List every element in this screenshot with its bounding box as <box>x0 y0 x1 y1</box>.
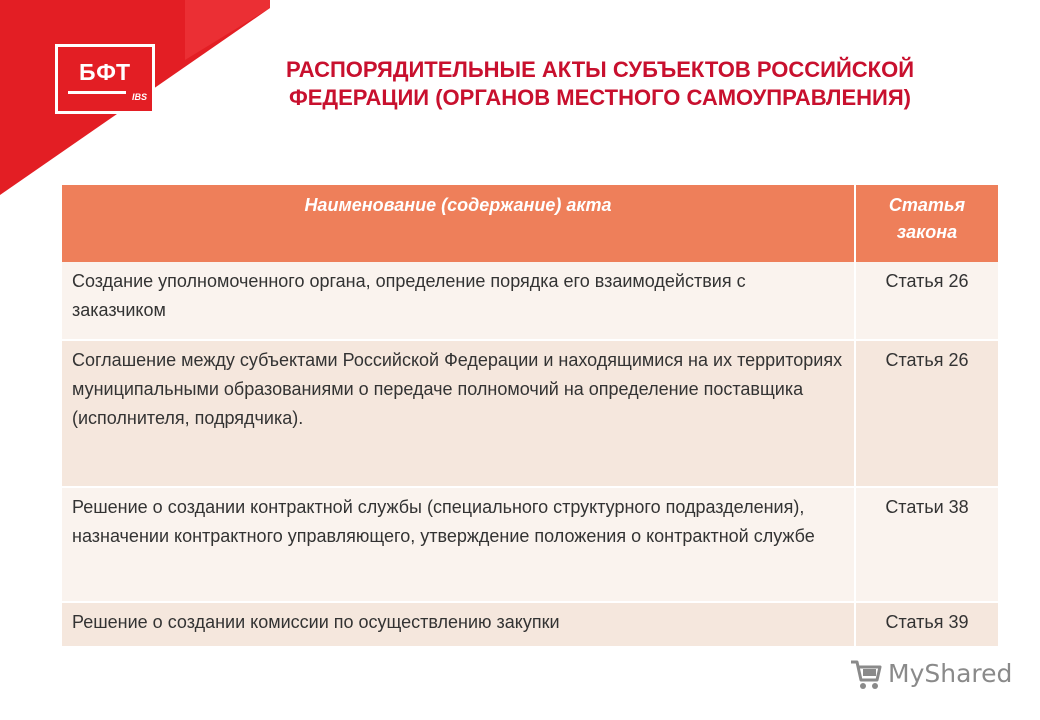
shopping-cart-icon <box>848 656 884 692</box>
watermark <box>848 654 1018 694</box>
watermark-text: MyShared <box>888 659 1013 688</box>
article-cell: Статья 39 <box>855 602 998 647</box>
header-article <box>855 185 998 262</box>
act-name-cell: Соглашение между субъектами Российской Федерации и находящимися на их территориях муниципальными образованиями о передаче полномочий на определение поставщика (исполнителя, подрядчика). <box>62 340 855 487</box>
page-title <box>205 56 995 112</box>
table-row <box>62 487 998 602</box>
article-cell: Статья 26 <box>855 262 998 340</box>
logo-bar <box>68 91 126 94</box>
table-row <box>62 602 998 647</box>
table-row <box>62 262 998 340</box>
company-logo <box>55 44 155 114</box>
header-article-line-1: Статья <box>888 195 966 215</box>
article-cell: Статья 26 <box>855 340 998 487</box>
logo-subtext: IBS <box>131 92 147 102</box>
act-name-cell: Создание уполномоченного органа, определение порядка его взаимодействия с заказчиком <box>62 262 855 340</box>
header-article-line-2: закона <box>896 222 958 242</box>
acts-table <box>62 185 998 648</box>
act-name-cell: Решение о создании комиссии по осуществлению закупки <box>62 602 855 647</box>
title-line-2: ФЕДЕРАЦИИ (ОРГАНОВ МЕСТНОГО САМОУПРАВЛЕНИЯ) <box>288 85 912 110</box>
header-act-name: Наименование (содержание) акта <box>62 185 855 262</box>
table-header-row <box>62 185 998 262</box>
logo-text: БФТ <box>78 59 132 85</box>
title-line-1: РАСПОРЯДИТЕЛЬНЫЕ АКТЫ СУБЪЕКТОВ РОССИЙСКОЙ <box>285 57 915 82</box>
article-cell: Статьи 38 <box>855 487 998 602</box>
table-row <box>62 340 998 487</box>
act-name-cell: Решение о создании контрактной службы (специального структурного подразделения), назначении контрактного управляющего, утверждение положения о контрактной службе <box>62 487 855 602</box>
